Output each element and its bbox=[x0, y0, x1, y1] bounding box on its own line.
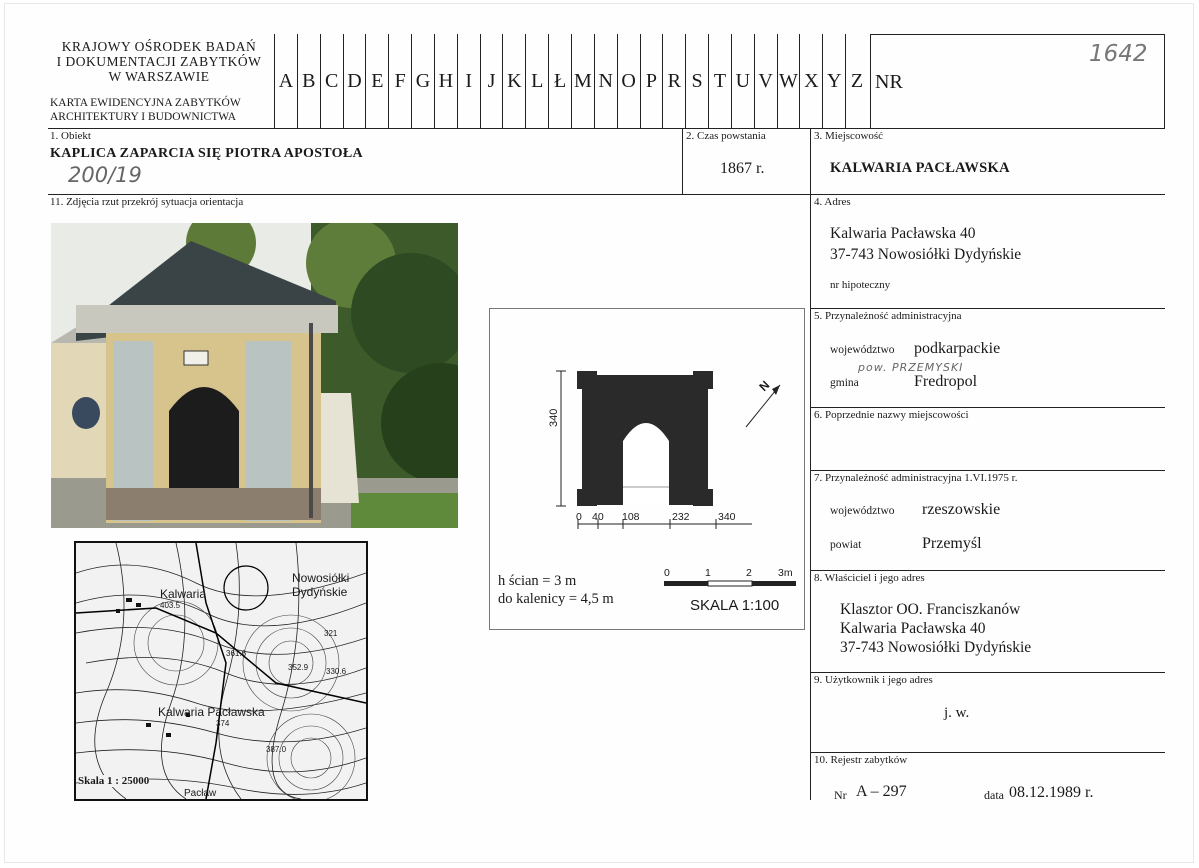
letter-cell: C bbox=[320, 34, 343, 129]
register-date-label: data bbox=[984, 788, 1004, 802]
scale-tick: 232 bbox=[672, 511, 690, 523]
address-line1: Kalwaria Pacławska 40 bbox=[830, 225, 976, 242]
letter-index bbox=[274, 34, 868, 129]
map-scale: Skala 1 : 25000 bbox=[78, 775, 150, 787]
letter-cell: Y bbox=[822, 34, 845, 129]
elevation-label: 387.0 bbox=[266, 745, 287, 754]
wall-height: h ścian = 3 m bbox=[498, 573, 577, 589]
bar-tick: 2 bbox=[746, 567, 752, 579]
scale-tick: 0 bbox=[576, 511, 582, 523]
height-dimension: 340 bbox=[548, 408, 560, 427]
field5-label: 5. Przynależność administracyjna bbox=[814, 310, 962, 322]
county-handwritten: pow. PRZEMYSKI bbox=[858, 361, 964, 374]
letter-cell: X bbox=[799, 34, 822, 129]
nr-box bbox=[870, 34, 1165, 129]
voivodeship-value: podkarpackie bbox=[914, 340, 1001, 357]
elevation-label: 352.9 bbox=[288, 663, 309, 672]
elevation-label: 361.6 bbox=[226, 649, 247, 658]
object-name: KAPLICA ZAPARCIA SIĘ PIOTRA APOSTOŁA bbox=[50, 146, 363, 161]
bar-tick: 3m bbox=[778, 567, 793, 579]
letter-cell: Ł bbox=[548, 34, 571, 129]
voivodeship-1975-label: województwo bbox=[830, 505, 895, 517]
divider bbox=[48, 194, 1165, 195]
owner-line2: Kalwaria Pacławska 40 bbox=[840, 620, 986, 637]
north-arrow-label: N bbox=[756, 377, 773, 395]
institution-line: KRAJOWY OŚRODEK BADAŃ bbox=[61, 39, 257, 54]
letter-cell: M bbox=[571, 34, 594, 129]
institution-line: I DOKUMENTACJI ZABYTKÓW bbox=[56, 54, 262, 69]
letter-cell: E bbox=[365, 34, 388, 129]
field8-label: 8. Właściciel i jego adres bbox=[814, 572, 925, 584]
field2-label: 2. Czas powstania bbox=[686, 130, 766, 142]
locality: KALWARIA PACŁAWSKA bbox=[830, 160, 1010, 176]
field11-label: 11. Zdjęcia rzut przekrój sytuacja orientacja bbox=[50, 196, 244, 208]
letter-cell: L bbox=[525, 34, 548, 129]
divider bbox=[810, 570, 1165, 571]
letter-cell: B bbox=[297, 34, 320, 129]
bar-tick: 0 bbox=[664, 567, 670, 579]
letter-cell: O bbox=[617, 34, 640, 129]
divider bbox=[810, 470, 1165, 471]
letter-cell: W bbox=[777, 34, 800, 129]
field7-label: 7. Przynależność administracyjna 1.VI.1975 r. bbox=[814, 472, 1018, 484]
owner-line3: 37-743 Nowosiółki Dydyńskie bbox=[840, 639, 1032, 656]
letter-cell: D bbox=[343, 34, 366, 129]
letter-cell: T bbox=[708, 34, 731, 129]
address-line2: 37-743 Nowosiółki Dydyńskie bbox=[830, 246, 1022, 263]
letter-cell: I bbox=[457, 34, 480, 129]
elevation-label: 330.6 bbox=[326, 667, 347, 676]
object-handwritten: 200/19 bbox=[68, 163, 142, 187]
floor-plan bbox=[489, 308, 805, 630]
field1-label: 1. Obiekt bbox=[50, 130, 91, 142]
divider bbox=[810, 308, 1165, 309]
divider bbox=[48, 128, 1165, 129]
card-type-line: KARTA EWIDENCYJNA ZABYTKÓW bbox=[50, 97, 241, 109]
letter-cell: R bbox=[662, 34, 685, 129]
scale-tick: 340 bbox=[718, 511, 736, 523]
chapel-photo bbox=[51, 223, 458, 528]
mortgage-label: nr hipoteczny bbox=[830, 279, 891, 291]
letter-cell: S bbox=[685, 34, 708, 129]
institution-line: W WARSZAWIE bbox=[108, 69, 210, 84]
divider bbox=[810, 752, 1165, 753]
construction-date: 1867 r. bbox=[720, 160, 765, 177]
letter-cell: A bbox=[274, 34, 297, 129]
letter-cell: U bbox=[731, 34, 754, 129]
letter-cell: J bbox=[480, 34, 503, 129]
field4-label: 4. Adres bbox=[814, 196, 851, 208]
elevation-label: 403.5 bbox=[160, 601, 181, 610]
divider bbox=[810, 672, 1165, 673]
scale-tick: 40 bbox=[592, 511, 604, 523]
map-label: Dydyńskie bbox=[292, 585, 348, 599]
map-label: Kalwaria bbox=[160, 587, 207, 601]
letter-cell: P bbox=[640, 34, 663, 129]
map-label: Nowosiółki bbox=[292, 571, 350, 585]
user-value: j. w. bbox=[944, 705, 970, 721]
elevation-label: 374 bbox=[216, 719, 230, 728]
letter-cell: V bbox=[754, 34, 777, 129]
card-type bbox=[50, 96, 272, 124]
register-date-value: 08.12.1989 r. bbox=[1009, 784, 1094, 801]
field9-label: 9. Użytkownik i jego adres bbox=[814, 674, 933, 686]
divider bbox=[810, 407, 1165, 408]
record-card bbox=[4, 3, 1194, 863]
register-nr-label: Nr bbox=[834, 788, 847, 802]
divider bbox=[682, 128, 683, 194]
field10-label: 10. Rejestr zabytków bbox=[814, 754, 908, 766]
letter-cell: Z bbox=[845, 34, 868, 129]
voivodeship-1975-value: rzeszowskie bbox=[922, 501, 1001, 518]
divider bbox=[810, 128, 811, 800]
owner-line1: Klasztor OO. Franciszkanów bbox=[840, 601, 1021, 618]
scale-tick: 108 bbox=[622, 511, 640, 523]
location-map bbox=[74, 541, 368, 801]
county-1975-value: Przemyśl bbox=[922, 535, 982, 552]
elevation-label: 321 bbox=[324, 629, 338, 638]
institution-name bbox=[48, 39, 270, 84]
county-1975-label: powiat bbox=[830, 539, 862, 551]
letter-cell: K bbox=[502, 34, 525, 129]
voivodeship-label: województwo bbox=[830, 344, 895, 356]
scale-text: SKALA 1:100 bbox=[690, 597, 780, 614]
register-nr-value: A – 297 bbox=[856, 783, 907, 800]
bar-tick: 1 bbox=[705, 567, 711, 579]
map-label: Pacław bbox=[184, 788, 217, 799]
commune-value: Fredropol bbox=[914, 373, 978, 390]
commune-label: gmina bbox=[830, 377, 859, 389]
field6-label: 6. Poprzednie nazwy miejscowości bbox=[814, 409, 969, 421]
letter-cell: G bbox=[411, 34, 434, 129]
letter-cell: F bbox=[388, 34, 411, 129]
map-label: Kalwaria Pacławska bbox=[158, 705, 265, 719]
letter-cell: N bbox=[594, 34, 617, 129]
nr-label: NR bbox=[875, 71, 903, 93]
field3-label: 3. Miejscowość bbox=[814, 130, 884, 142]
nr-handwritten: 1642 bbox=[1089, 41, 1148, 67]
ridge-height: do kalenicy = 4,5 m bbox=[498, 591, 614, 607]
letter-cell: H bbox=[434, 34, 457, 129]
card-type-line: ARCHITEKTURY I BUDOWNICTWA bbox=[50, 111, 237, 123]
